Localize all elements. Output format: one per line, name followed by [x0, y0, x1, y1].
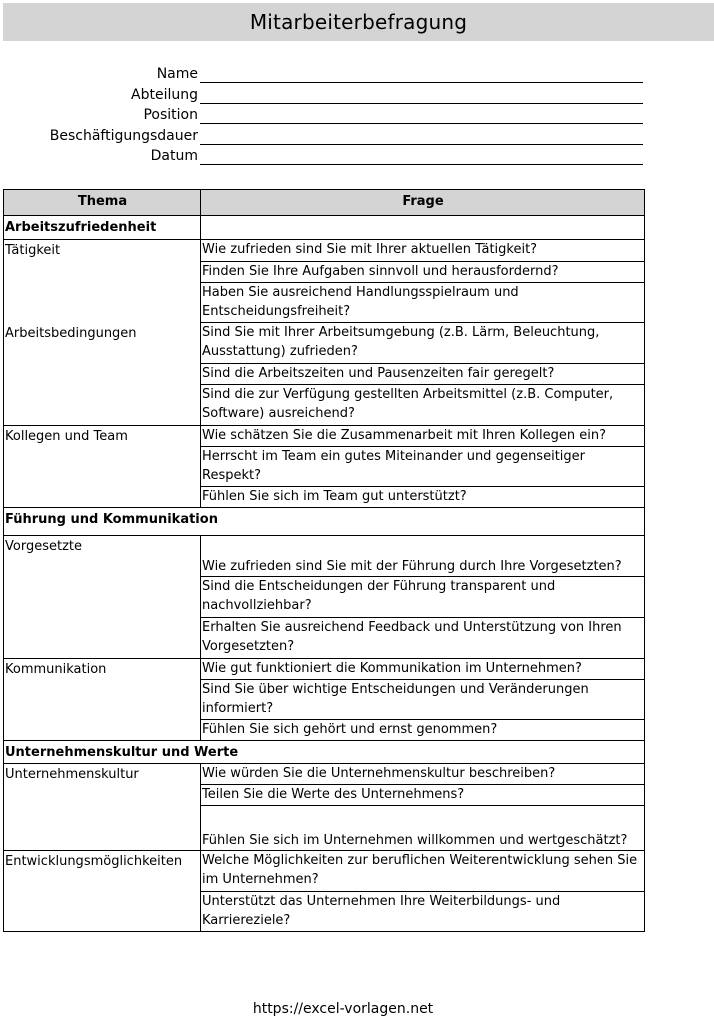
topic-cell: Kommunikation	[4, 659, 201, 741]
topic-cell: Tätigkeit	[4, 240, 201, 426]
field-line[interactable]	[200, 123, 643, 124]
question-cell: Unterstützt das Unternehmen Ihre Weiterbildungs- und Karriereziele?	[201, 892, 645, 932]
question-cell: Sind die zur Verfügung gestellten Arbeitsmittel (z.B. Computer, Software) ausreichend?	[201, 385, 645, 426]
field-label: Datum	[150, 148, 198, 164]
question-text: Wie zufrieden sind Sie mit der Führung durch Ihre Vorgesetzten?	[202, 559, 622, 574]
question-text: Fühlen Sie sich im Unternehmen willkommen und wertgeschätzt?	[202, 833, 628, 848]
question-cell: Wie zufrieden sind Sie mit Ihrer aktuellen Tätigkeit?	[201, 240, 645, 262]
topic-cell: Vorgesetzte	[4, 536, 201, 659]
question-cell: Wie schätzen Sie die Zusammenarbeit mit Ihren Kollegen ein?	[201, 426, 645, 447]
field-line[interactable]	[200, 82, 643, 83]
question-cell: Welche Möglichkeiten zur beruflichen Weiterentwicklung sehen Sie im Unternehmen?	[201, 851, 645, 892]
question-cell: Teilen Sie die Werte des Unternehmens?	[201, 785, 645, 806]
question-cell: Erhalten Sie ausreichend Feedback und Unterstützung von Ihren Vorgesetzten?	[201, 618, 645, 659]
field-line[interactable]	[200, 144, 643, 145]
question-cell: Sind Sie über wichtige Entscheidungen und Veränderungen informiert?	[201, 680, 645, 720]
empty-cell	[201, 216, 645, 240]
question-cell: Sind die Arbeitszeiten und Pausenzeiten fair geregelt?	[201, 364, 645, 385]
column-header-topic: Thema	[4, 190, 201, 216]
name-field[interactable]	[0, 64, 714, 84]
question-cell	[201, 536, 645, 577]
question-cell: Fühlen Sie sich gehört und ernst genommen?	[201, 720, 645, 741]
topic-cell: Arbeitsbedingungen	[4, 323, 201, 426]
page-title: Mitarbeiterbefragung	[3, 3, 714, 41]
question-cell: Wie gut funktioniert die Kommunikation im Unternehmen?	[201, 659, 645, 680]
survey-table	[3, 189, 645, 932]
question-cell: Haben Sie ausreichend Handlungsspielraum und Entscheidungsfreiheit?	[201, 283, 645, 323]
question-cell: Sind Sie mit Ihrer Arbeitsumgebung (z.B. Lärm, Beleuchtung, Ausstattung) zufrieden?	[201, 323, 645, 364]
topic-cell: Unternehmenskultur	[4, 764, 201, 851]
field-label: Abteilung	[131, 87, 198, 103]
field-line[interactable]	[200, 103, 643, 104]
topic-cell: Entwicklungsmöglichkeiten	[4, 851, 201, 932]
question-cell: Finden Sie Ihre Aufgaben sinnvoll und herausfordernd?	[201, 262, 645, 283]
section-title: Arbeitszufriedenheit	[4, 216, 201, 240]
question-cell: Wie würden Sie die Unternehmenskultur beschreiben?	[201, 764, 645, 785]
date-field[interactable]	[0, 146, 714, 166]
position-field[interactable]	[0, 105, 714, 125]
field-label: Name	[156, 66, 198, 82]
topic-cell: Kollegen und Team	[4, 426, 201, 508]
field-label: Beschäftigungsdauer	[49, 128, 198, 144]
question-cell: Herrscht im Team ein gutes Miteinander und gegenseitiger Respekt?	[201, 447, 645, 487]
footer-url: https://excel-vorlagen.net	[252, 1001, 434, 1017]
question-cell: Sind die Entscheidungen der Führung transparent und nachvollziehbar?	[201, 577, 645, 618]
question-cell	[201, 806, 645, 851]
field-label: Position	[143, 107, 198, 123]
employment-duration-field[interactable]	[0, 126, 714, 146]
field-line[interactable]	[200, 164, 643, 165]
question-cell: Fühlen Sie sich im Team gut unterstützt?	[201, 487, 645, 508]
section-title: Unternehmenskultur und Werte	[4, 741, 645, 764]
column-header-question: Frage	[201, 190, 645, 216]
department-field[interactable]	[0, 85, 714, 105]
section-title: Führung und Kommunikation	[4, 508, 645, 536]
